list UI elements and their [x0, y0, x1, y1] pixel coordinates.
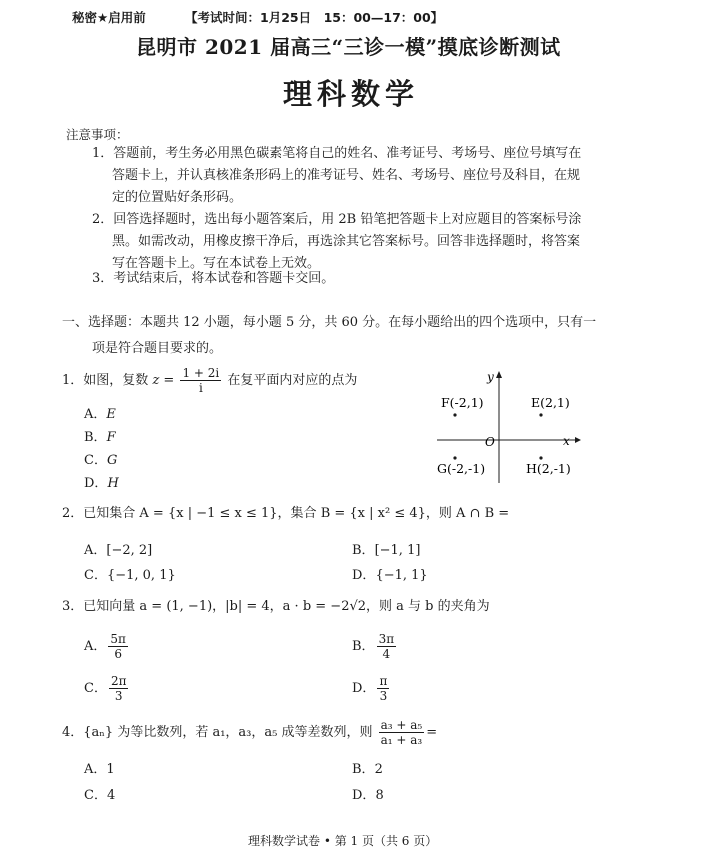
q2-option-c[interactable]	[84, 564, 176, 583]
question-text: {aₙ} 为等比数列，若 a₁，a₃，a₅ 成等差数列，则	[83, 725, 373, 740]
option-label: C．	[84, 568, 107, 583]
option-label: A．	[84, 639, 107, 654]
option-label: D．	[352, 788, 376, 803]
option-label: D．	[84, 476, 108, 491]
question-1	[62, 366, 357, 395]
question-text: 已知集合 A = {x | −1 ≤ x ≤ 1}，集合 B = {x | x² ≤ 4}，则 A ∩ B =	[83, 506, 510, 521]
question-4	[62, 718, 437, 747]
q3-option-c[interactable]	[84, 674, 130, 703]
note-line: 1．答题前，考生务必用黑色碳素笔将自己的姓名、准考证号、考场号、座位号填写在	[92, 146, 582, 161]
q4-fraction	[379, 718, 425, 747]
option-label: C．	[84, 453, 107, 468]
option-value: 4	[106, 788, 116, 803]
option-value: F	[106, 430, 116, 445]
frac-num: a₃ + a₅	[380, 718, 423, 732]
option-fraction	[108, 632, 128, 661]
q1-option-c[interactable]	[84, 449, 117, 468]
option-label: B．	[352, 639, 375, 654]
option-label: B．	[352, 543, 375, 558]
point-f-label: F(-2,1)	[441, 395, 484, 410]
note-line: 答题卡上，并认真核准条形码上的准考证号、姓名、考场号、座位号及科目，在规	[112, 168, 581, 183]
question-number: 3．	[62, 599, 84, 614]
point-e-label: E(2,1)	[531, 395, 570, 410]
q1-option-a[interactable]	[84, 403, 116, 422]
frac-num: 5π	[110, 632, 126, 646]
option-label: A．	[84, 407, 107, 422]
frac-den: 3	[379, 689, 388, 703]
question-2	[62, 503, 509, 525]
q1-option-b[interactable]	[84, 426, 116, 445]
option-fraction	[377, 632, 397, 661]
notes-heading: 注意事项：	[66, 127, 129, 142]
note-line: 定的位置贴好条形码。	[112, 190, 243, 205]
note-line: 写在答题卡上。写在本试卷上无效。	[112, 256, 321, 271]
option-fraction	[109, 674, 129, 703]
origin-label: O	[485, 435, 495, 449]
y-axis-label: y	[487, 370, 494, 384]
point-e	[539, 413, 542, 416]
option-value: [−2, 2]	[106, 543, 153, 558]
x-axis-label: x	[563, 434, 570, 448]
complex-plane-figure	[425, 365, 585, 485]
q3-option-b[interactable]	[352, 632, 398, 661]
question-number: 4．	[62, 725, 84, 740]
q4-option-a[interactable]	[84, 758, 115, 777]
q3-option-d[interactable]	[352, 674, 391, 703]
frac-den: 4	[382, 647, 391, 661]
q2-option-a[interactable]	[84, 539, 152, 558]
option-value: 8	[375, 788, 384, 803]
frac-den: a₁ + a₃	[380, 733, 423, 747]
note-line: 3．考试结束后，将本试卷和答题卡交回。	[92, 271, 335, 286]
option-value: G	[106, 453, 118, 468]
note-line: 2．回答选择题时，选出每小题答案后，用 2B 铅笔把答题卡上对应题目的答案标号涂	[92, 212, 582, 227]
option-label: A．	[84, 543, 107, 558]
point-g	[453, 456, 456, 459]
option-label: B．	[84, 430, 107, 445]
frac-den: 3	[114, 689, 123, 703]
option-value: {−1, 1}	[375, 568, 428, 583]
q1-z: z	[152, 373, 160, 388]
option-value: [−1, 1]	[374, 543, 421, 558]
x-axis-arrow	[575, 437, 581, 443]
y-axis-arrow	[496, 371, 502, 378]
frac-num: 3π	[378, 632, 395, 646]
page-footer: 理科数学试卷 • 第 1 页（共 6 页）	[248, 834, 438, 848]
option-value: {−1, 0, 1}	[106, 568, 176, 583]
q1-post: 在复平面内对应的点为	[227, 373, 358, 388]
option-label: C．	[84, 681, 107, 696]
point-h-label: H(2,-1)	[526, 461, 571, 476]
secret-label: 秘密★启用前	[72, 10, 146, 25]
question-number: 1．	[62, 373, 84, 388]
option-value: 1	[106, 762, 115, 777]
q1-fraction	[180, 366, 221, 395]
option-fraction	[377, 674, 389, 703]
option-label: D．	[352, 568, 376, 583]
point-f	[453, 413, 456, 416]
point-h	[539, 456, 542, 459]
q4-option-d[interactable]	[352, 784, 384, 803]
note-line: 黑。如需改动，用橡皮擦干净后，再选涂其它答案标号。回答非选择题时，将答案	[112, 234, 581, 249]
question-text: 已知向量 a = (1, −1)，|b| = 4，a · b = −2√2，则 a 与 b 的夹角为	[83, 599, 490, 614]
option-value: 2	[374, 762, 383, 777]
q1-frac-num: 1 + 2i	[182, 366, 220, 380]
option-label: B．	[352, 762, 375, 777]
frac-num: π	[379, 674, 388, 688]
q3-option-a[interactable]	[84, 632, 130, 661]
q1-pre: 如图，复数	[83, 373, 149, 388]
q4-option-b[interactable]	[352, 758, 383, 777]
point-g-label: G(-2,-1)	[437, 461, 486, 476]
q2-option-b[interactable]	[352, 539, 420, 558]
exam-time: 【考试时间：1月25日 15：00—17：00】	[185, 10, 444, 25]
q2-option-d[interactable]	[352, 564, 428, 583]
question-number: 2．	[62, 506, 84, 521]
option-value: H	[107, 476, 119, 491]
frac-den: 6	[114, 647, 122, 661]
q1-eq: =	[159, 373, 175, 388]
q4-option-c[interactable]	[84, 784, 115, 803]
section-heading: 一、选择题：本题共 12 小题，每小题 5 分，共 60 分。在每小题给出的四个选项中，只有一	[62, 315, 597, 330]
option-label: A．	[84, 762, 107, 777]
q1-option-d[interactable]	[84, 472, 119, 491]
option-label: D．	[352, 681, 376, 696]
q1-frac-den: i	[198, 381, 203, 395]
q4-eq: =	[426, 725, 438, 740]
section-heading-cont: 项是符合题目要求的。	[92, 341, 223, 356]
frac-num: 2π	[110, 674, 127, 688]
option-value: E	[106, 407, 116, 422]
question-3	[62, 596, 490, 618]
option-label: C．	[84, 788, 107, 803]
subject-title: 理科数学	[283, 77, 420, 111]
exam-title: 昆明市 2021 届高三“三诊一模”摸底诊断测试	[136, 35, 561, 59]
